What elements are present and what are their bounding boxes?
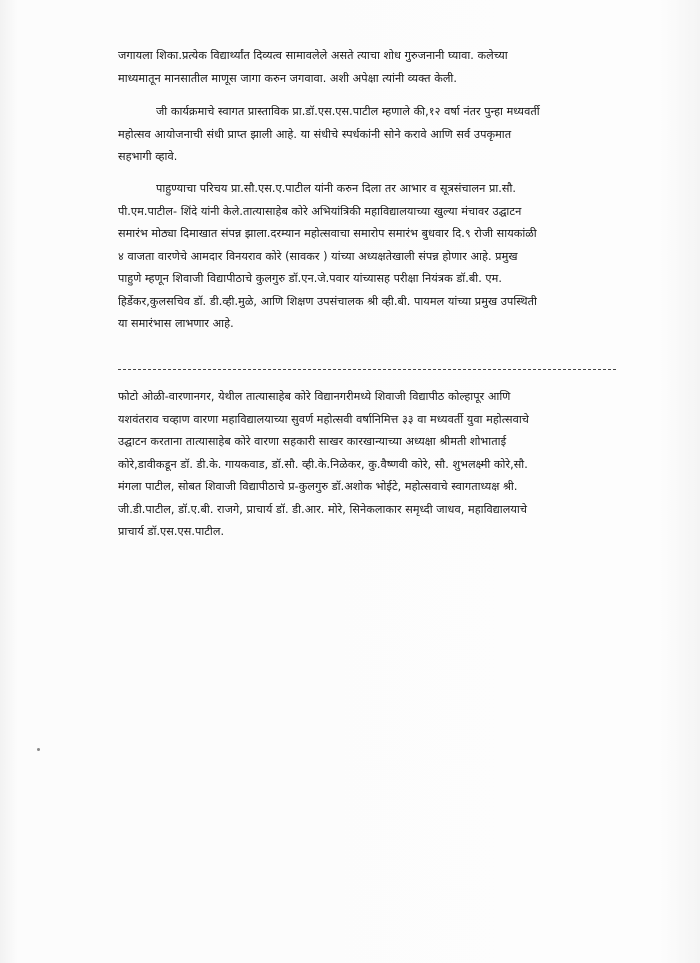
paragraph-3-line: पाहुणे म्हणून शिवाजी विद्यापीठाचे कुलगुरु डॉ.एन.जे.पवार यांच्यासह परीक्षा नियंत्रक डॉ.बी. एम. [118,272,502,285]
paragraph-3-line: समारंभ मोठ्या दिमाखात संपन्न झाला.दरम्यान महोत्सवाचा समारोप समारंभ बुधवार दि.९ रोजी सायकांळी [118,227,537,240]
paragraph-1-line: माध्यमातून मानसातील माणूस जागा करुन जगवावा. अशी अपेक्षा त्यांनी व्यक्त केली. [118,71,457,85]
paragraph-2-line: सहभागी व्हावे. [118,150,178,163]
paragraph-3-line: ४ वाजता वारणेचे आमदार विनयराव कोरे (सावकर ) यांच्या अध्यक्षतेखाली संपन्न होणार आहे. प्रमुख [118,249,518,263]
photo-caption-line: फोटो ओळी-वारणानगर, येथील तात्यासाहेब कोरे विद्यानगरीमध्ये शिवाजी विद्यापीठ कोल्हापूर आणि [118,390,511,403]
paragraph-3-line: हिर्डेकर,कुलसचिव डॉ. डी.व्ही.मुळे, आणि शिक्षण उपसंचालक श्री व्ही.बी. पायमल यांच्या प्रमुख उपस्थिती [118,294,537,308]
photo-caption-line: प्राचार्य डॉ.एस.एस.पाटील. [118,525,225,538]
paragraph-2-line: महोत्सव आयोजनाची संधी प्राप्त झाली आहे. या संधीचे स्पर्धकांनी सोने करावे आणि सर्व उपकृमात [118,127,512,141]
photo-caption-line: उद्घाटन करताना तात्यासाहेब कोरे वारणा सहकारी साखर कारखान्याच्या अध्यक्षा श्रीमती शोभाताई [118,435,507,448]
paragraph-3-line: पी.एम.पाटील- शिंदे यांनी केले.तात्यासाहेब कोरे अभियांत्रिकी महाविद्यालयाच्या खुल्या मंचावर उद्घाटन [118,204,522,218]
photo-caption-line: कोरे,डावीकडून डॉ. डी.के. गायकवाड, डॉ.सौ. व्ही.के.निळेकर, कु.वैष्णवी कोरे, सौ. शुभलक्ष्मी कोरे,सौ. [118,457,528,471]
scan-speck [37,748,40,751]
paragraph-1-line: जगायला शिका.प्रत्येक विद्यार्थ्यांत दिव्यत्व सामावलेले असते त्याचा शोध गुरुजनानी घ्यावा. कलेच्या [118,49,508,62]
paragraph-1 [118,45,618,90]
paragraph-3 [118,178,618,336]
photo-caption [118,386,618,544]
photo-caption-line: जी.डी.पाटील, डॉ.ए.बी. राजगे, प्राचार्य डॉ. डी.आर. मोरे, सिनेकलाकार समृध्दी जाधव, महाविद्यालयाचे [118,502,527,516]
photo-caption-line: यशवंतराव चव्हाण वारणा महाविद्यालयाच्या सुवर्ण महोत्सवी वर्षानिमित्त ३३ वा मध्यवर्ती युवा महोत्सवाचे [118,412,529,426]
paragraph-2-line: जी कार्यक्रमाचे स्वागत प्रास्ताविक प्रा.डॉ.एस.एस.पाटील म्हणाले की,१२ वर्षा नंतर पुन्हा मध्यवर्ती [156,105,540,118]
paragraph-2 [118,101,618,169]
paragraph-3-line: या समारंभास लाभणार आहे. [118,317,234,330]
photo-caption-line: मंगला पाटील, सोबत शिवाजी विद्यापीठाचे प्र-कुलगुरु डॉ.अशोक भोईटे, महोत्सवाचे स्वागताध्यक्ष श्री. [118,480,518,493]
paragraph-3-line: पाहुण्याचा परिचय प्रा.सौ.एस.ए.पाटील यांनी करुन दिला तर आभार व सूत्रसंचालन प्रा.सौ. [156,182,517,195]
dashed-divider [118,369,616,370]
